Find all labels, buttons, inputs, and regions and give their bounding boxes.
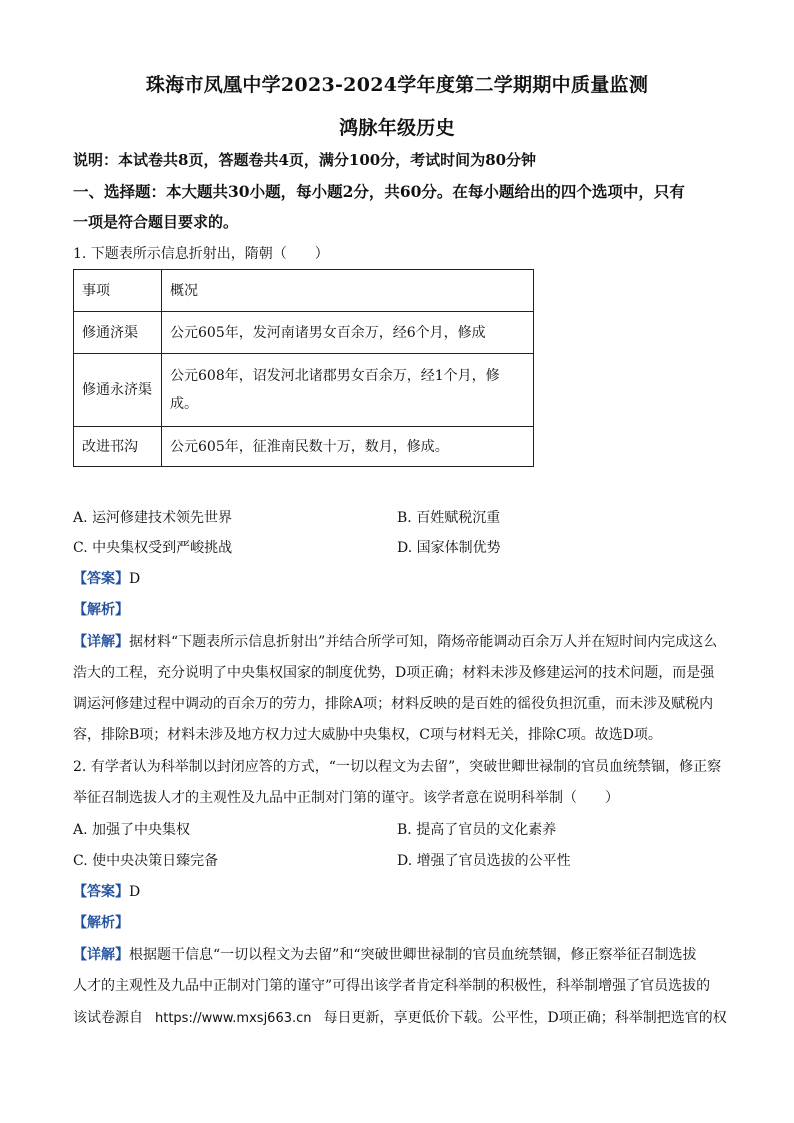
table-cell (162, 427, 534, 467)
q1-detail-line: 容，排除B项；材料未涉及地方权力过大威胁中央集权，C项与材料无关，排除C项。故选D项。 (73, 727, 662, 743)
footer-link[interactable]: https://www.mxsj663.cn (155, 1011, 312, 1026)
table-header-row (74, 270, 534, 312)
q1-detail-line: 调运河修建过程中调动的百余万的劳力，排除A项；材料反映的是百姓的徭役负担沉重，而未涉及赋税内 (73, 696, 714, 712)
footer-prefix: 该试卷源自 (73, 1010, 143, 1026)
question-2-stem-line2: 举征召制选拔人才的主观性及九品中正制对门第的谨守。该学者意在说明科举制（ ） (73, 790, 619, 806)
detail-label: 【详解】 (73, 634, 129, 650)
table-header-cell: 事项 (74, 270, 162, 312)
answer-value: D (129, 571, 141, 587)
table-cell-text: 公元608年，诏发河北诸郡男女百余万，经1个月，修 (170, 368, 500, 384)
table-cell-text: 公元605年，发河南诸男女百余万，经6个月，修成 (170, 324, 486, 341)
q2-detail-line: 人才的主观性及九品中正制对门第的谨守”可得出该学者肯定科举制的积极性，科举制增强了官员选拔的 (73, 978, 711, 994)
footer-suffix: 每日更新，享更低价下载。公平性，D项正确；科举制把选官的权 (323, 1010, 727, 1026)
table-cell-text: 公元605年，征淮南民数十万，数月，修成。 (170, 438, 449, 455)
section-heading-line2: 一项是符合题目要求的。 (73, 213, 239, 231)
q2-option-c: C. 使中央决策日臻完备 (73, 853, 219, 869)
table-cell: 修通永济渠 (74, 354, 162, 427)
q1-answer (73, 569, 723, 589)
q1-option-a: A. 运河修建技术领先世界 (73, 510, 233, 526)
table-row (74, 354, 534, 427)
q2-option-b: B. 提高了官员的文化素养 (397, 822, 557, 838)
page-subtitle: 鸿脉年级历史 (339, 117, 455, 139)
q1-detail-line (73, 632, 723, 652)
question-1-table (73, 269, 534, 467)
question-2-stem-line1: 2. 有学者认为科举制以封闭应答的方式，“一切以程文为去留”，突破世卿世禄制的官员血统禁锢，修正察 (73, 759, 722, 775)
q2-option-d: D. 增强了官员选拔的公平性 (397, 853, 571, 869)
q1-detail-line: 浩大的工程，充分说明了中央集权国家的制度优势，D项正确；材料未涉及修建运河的技术问题，而是强 (73, 665, 715, 681)
q1-option-d: D. 国家体制优势 (397, 540, 501, 556)
table-row (74, 427, 534, 467)
exam-instructions: 说明：本试卷共8页，答题卷共4页，满分100分，考试时间为80分钟 (73, 151, 537, 169)
table-cell (162, 354, 534, 427)
table-cell: 修通济渠 (74, 312, 162, 354)
question-1-stem: 1. 下题表所示信息折射出，隋朝（ ） (73, 246, 329, 262)
answer-value: D (129, 884, 141, 900)
table-cell (162, 312, 534, 354)
detail-label: 【详解】 (73, 947, 129, 963)
analysis-label: 【解析】 (73, 602, 129, 618)
table-cell: 改进邗沟 (74, 427, 162, 467)
q1-analysis-heading (73, 600, 723, 620)
page-title: 珠海市凤凰中学2023-2024学年度第二学期期中质量监测 (145, 74, 649, 96)
q2-answer (73, 882, 723, 902)
answer-label: 【答案】 (73, 884, 129, 900)
footer-watermark (73, 1007, 727, 1027)
table-cell-text-cont: 成。 (170, 396, 198, 412)
q2-option-a: A. 加强了中央集权 (73, 822, 191, 838)
q1-option-b: B. 百姓赋税沉重 (397, 510, 501, 526)
table-header-cell: 概况 (162, 270, 534, 312)
table-row (74, 312, 534, 354)
detail-text: 据材料“下题表所示信息折射出”并结合所学可知，隋炀帝能调动百余万人并在短时间内完成这么 (129, 634, 718, 650)
q1-option-c: C. 中央集权受到严峻挑战 (73, 540, 233, 556)
q2-analysis-heading (73, 913, 723, 933)
q2-detail-line (73, 945, 723, 965)
answer-label: 【答案】 (73, 571, 129, 587)
section-heading-line1: 一、选择题：本大题共30小题，每小题2分，共60分。在每小题给出的四个选项中，只有 (73, 182, 685, 201)
detail-text: 根据题干信息“一切以程文为去留”和“突破世卿世禄制的官员血统禁锢，修正察举征召制选拔 (129, 947, 697, 963)
analysis-label: 【解析】 (73, 915, 129, 931)
